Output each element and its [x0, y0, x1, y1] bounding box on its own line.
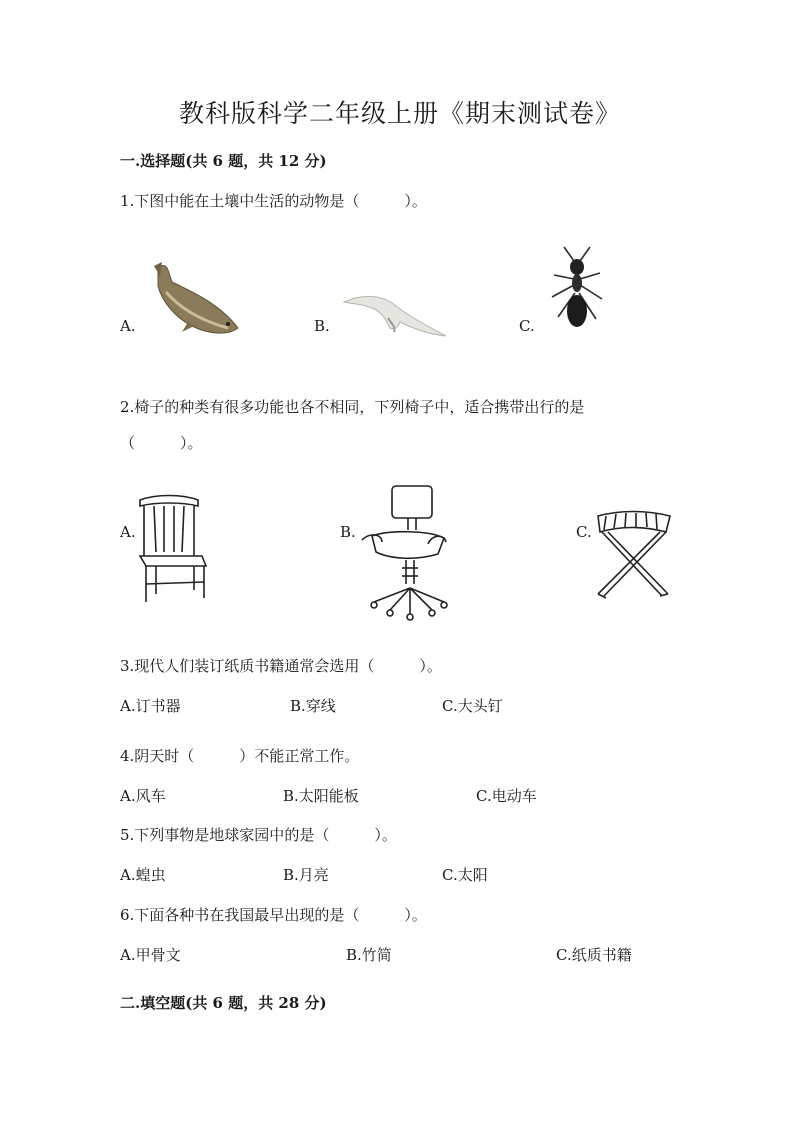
gull-picture — [342, 288, 452, 340]
question-5: 5.下列事物是地球家园中的是（ ）。 — [120, 826, 397, 844]
q2-option-a[interactable]: A. — [120, 523, 136, 541]
q4-option-a[interactable]: A.风车 — [120, 787, 166, 805]
q4-option-b[interactable]: B.太阳能板 — [283, 787, 359, 805]
q5-option-a[interactable]: A.蝗虫 — [120, 866, 166, 884]
q2-option-b[interactable]: B. — [340, 523, 356, 541]
folding-stool-picture — [594, 510, 672, 602]
page-title: 教科版科学二年级上册《期末测试卷》 — [178, 99, 621, 128]
question-4: 4.阴天时（ ）不能正常工作。 — [120, 747, 360, 765]
q4-option-c[interactable]: C.电动车 — [476, 787, 537, 805]
q6-option-a[interactable]: A.甲骨文 — [120, 946, 181, 964]
q3-option-c[interactable]: C.大头钉 — [442, 697, 503, 715]
question-3: 3.现代人们装订纸质书籍通常会选用（ ）。 — [120, 657, 442, 675]
section-heading-fill-in: 二.填空题(共 6 题，共 28 分) — [120, 994, 327, 1012]
ant-picture — [546, 245, 608, 349]
q2-option-c[interactable]: C. — [576, 523, 592, 541]
q3-option-b[interactable]: B.穿线 — [290, 697, 336, 715]
q6-option-c[interactable]: C.纸质书籍 — [556, 946, 632, 964]
question-1: 1.下图中能在土壤中生活的动物是（ ）。 — [120, 192, 427, 210]
q6-option-b[interactable]: B.竹简 — [346, 946, 392, 964]
q5-option-c[interactable]: C.太阳 — [442, 866, 488, 884]
question-6: 6.下面各种书在我国最早出现的是（ ）。 — [120, 906, 427, 924]
wooden-chair-picture — [136, 494, 208, 608]
q1-option-c[interactable]: C. — [519, 317, 535, 335]
q1-option-a[interactable]: A. — [120, 317, 136, 335]
q3-option-a[interactable]: A.订书器 — [120, 697, 181, 715]
office-chair-picture — [358, 484, 448, 622]
question-2-blank: （ ）。 — [120, 434, 203, 452]
q1-option-b[interactable]: B. — [314, 317, 330, 335]
q5-option-b[interactable]: B.月亮 — [283, 866, 329, 884]
section-heading-choice: 一.选择题(共 6 题，共 12 分) — [120, 152, 327, 170]
question-2: 2.椅子的种类有很多功能也各不相同，下列椅子中，适合携带出行的是 — [120, 398, 585, 416]
fish-picture — [148, 262, 242, 340]
